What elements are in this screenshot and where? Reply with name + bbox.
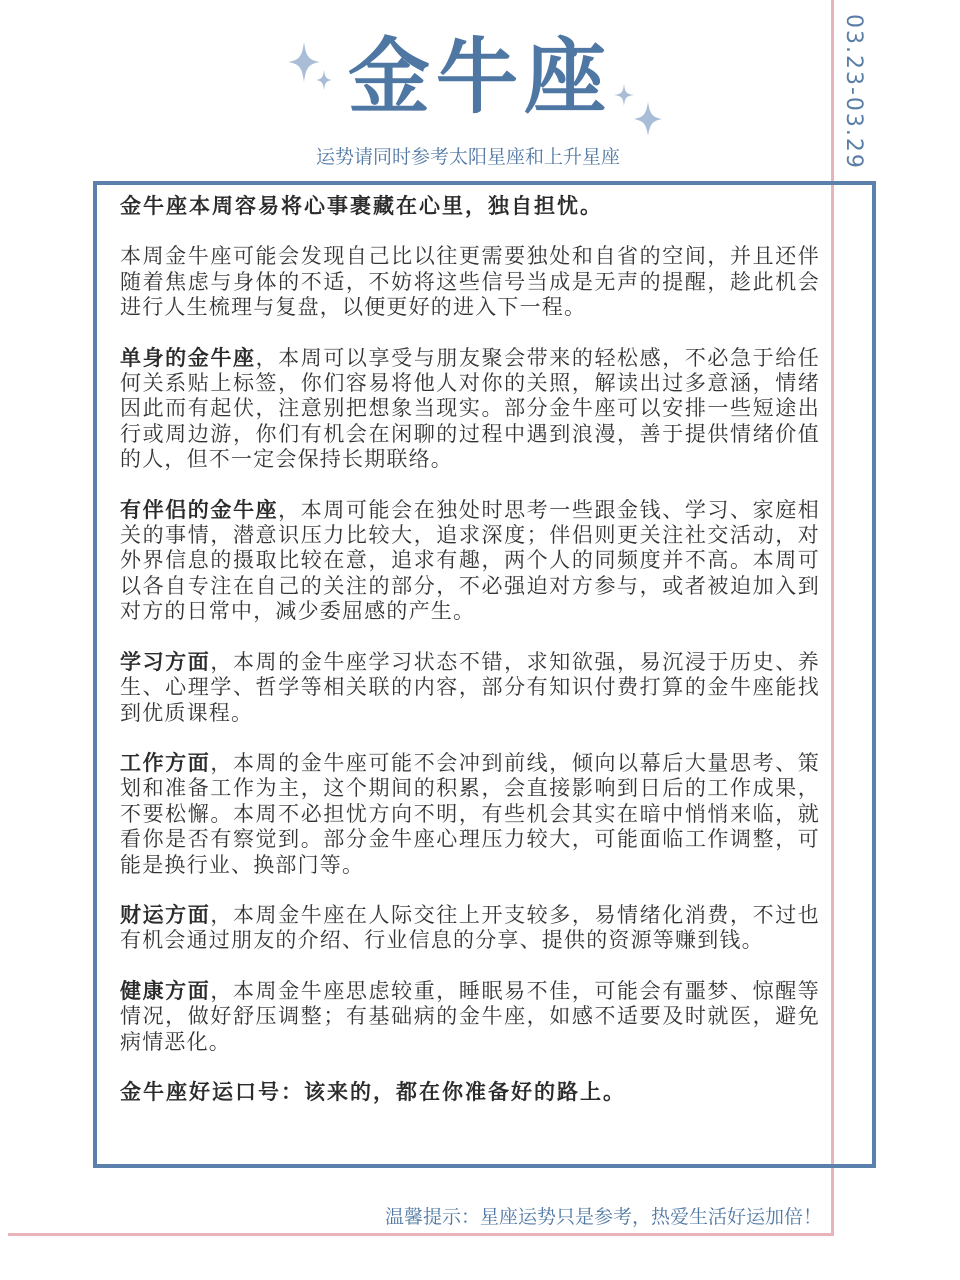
section-text: ，本周金牛座在人际交往上开支较多，易情绪化消费，不过也有机会通过朋友的介绍、行业信息的分享、提供的资源等赚到钱。: [120, 902, 820, 953]
section-text: ，本周的金牛座可能不会冲到前线，倾向以幕后大量思考、策划和准备工作为主，这个期间的积累，会直接影响到日后的工作成果，不要松懈。本周不必担忧方向不明，有些机会其实在暗中悄悄来临，就看你是否有察觉到。部分金牛座心理压力较大，可能面临工作调整，可能是换行业、换部门等。: [120, 750, 820, 877]
section-heading: 单身的金牛座: [120, 345, 256, 370]
lucky-slogan: 金牛座好运口号：该来的，都在你准备好的路上。: [120, 1079, 626, 1104]
section-heading: 有伴侣的金牛座: [120, 497, 279, 522]
section-heading: 工作方面: [120, 750, 211, 775]
section-text: ，本周的金牛座学习状态不错，求知欲强，易沉浸于历史、养生、心理学、哲学等相关联的内容，部分有知识付费打算的金牛座能找到优质课程。: [120, 649, 820, 725]
section-single: [120, 346, 820, 473]
intro-paragraph: 本周金牛座可能会发现自己比以往更需要独处和自省的空间，并且还伴随着焦虑与身体的不适，不妨将这些信号当成是无声的提醒，趁此机会进行人生梳理与复盘，以便更好的进入下一程。: [120, 244, 820, 320]
section-heading: 学习方面: [120, 649, 211, 674]
section-text: ，本周金牛座思虑较重，睡眠易不佳，可能会有噩梦、惊醒等情况，做好舒压调整；有基础病的金牛座，如感不适要及时就医，避免病情恶化。: [120, 978, 820, 1054]
subtitle: 运势请同时参考太阳星座和上升星座: [315, 146, 620, 168]
section-text: ，本周可以享受与朋友聚会带来的轻松感，不必急于给任何关系贴上标签，你们容易将他人对你的关照，解读出过多意涵，情绪因此而有起伏，注意别把想象当现实。部分金牛座可以安排一些短途出行或周边游，你们有机会在闲聊的过程中遇到浪漫，善于提供情绪价值的人，但不一定会保持长期联络。: [120, 345, 820, 472]
section-study: [120, 650, 820, 726]
page-title: 金牛座: [347, 30, 612, 125]
lead-sentence: 金牛座本周容易将心事裹藏在心里，独自担忧。: [120, 194, 603, 218]
section-partnered: [120, 498, 820, 625]
section-heading: 健康方面: [120, 978, 211, 1003]
footer-tip: 温馨提示：星座运势只是参考，热爱生活好运加倍！: [384, 1206, 822, 1228]
section-work: [120, 751, 820, 878]
section-text: ，本周可能会在独处时思考一些跟金钱、学习、家庭相关的事情，潜意识压力比较大，追求深度；伴侣则更关注社交活动，对外界信息的摄取比较在意，追求有趣，两个人的同频度并不高。本周可以各自专注在自己的关注的部分，不必强迫对方参与，或者被迫加入到对方的日常中，减少委屈感的产生。: [120, 497, 820, 624]
section-heading: 财运方面: [120, 902, 211, 927]
section-wealth: [120, 903, 820, 954]
date-range: 03.23-03.29: [841, 14, 866, 170]
horoscope-content: [120, 194, 820, 1130]
pink-horizontal-line: [8, 1233, 834, 1236]
section-health: [120, 979, 820, 1055]
